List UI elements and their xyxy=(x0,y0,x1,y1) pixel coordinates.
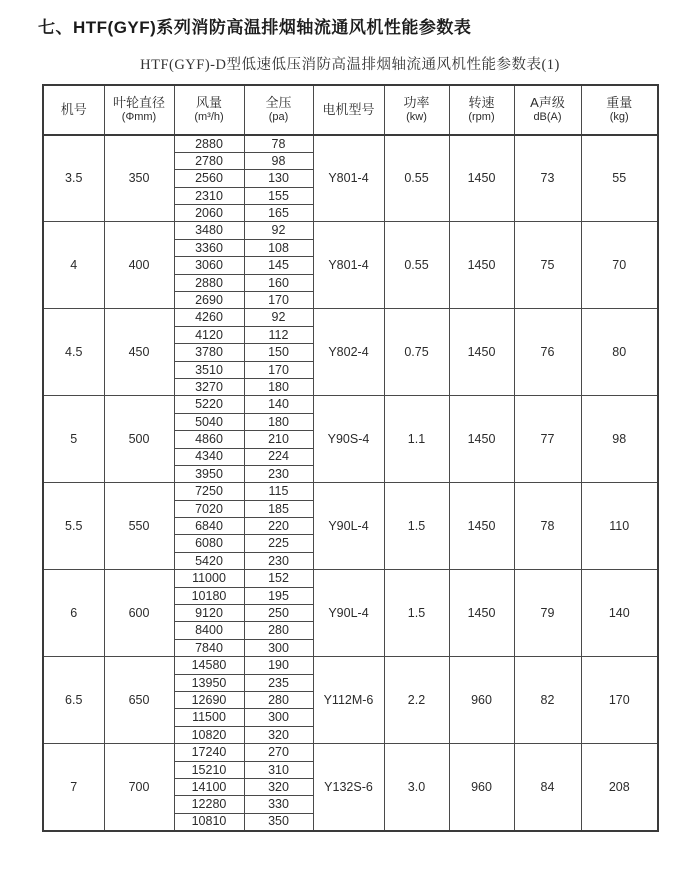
header-unit: (rpm) xyxy=(468,111,495,124)
column-header-noise-level xyxy=(514,85,581,135)
cell-total-pressure: 92 xyxy=(244,309,313,326)
cell-speed: 1450 xyxy=(449,222,514,309)
cell-impeller-diameter: 450 xyxy=(104,309,174,396)
cell-air-volume: 2560 xyxy=(174,170,244,187)
cell-air-volume: 13950 xyxy=(174,674,244,691)
table-row xyxy=(43,483,658,500)
cell-air-volume: 5420 xyxy=(174,552,244,569)
cell-speed: 1450 xyxy=(449,135,514,222)
header-label: 叶轮直径 xyxy=(112,95,165,110)
cell-air-volume: 4860 xyxy=(174,431,244,448)
cell-total-pressure: 152 xyxy=(244,570,313,587)
column-header-impeller-diameter xyxy=(104,85,174,135)
cell-power: 1.1 xyxy=(384,396,449,483)
cell-air-volume: 15210 xyxy=(174,761,244,778)
column-header-weight xyxy=(581,85,658,135)
table-row xyxy=(43,222,658,239)
table-subtitle: HTF(GYF)-D型低速低压消防高温排烟轴流通风机性能参数表(1) xyxy=(140,57,560,73)
cell-total-pressure: 108 xyxy=(244,239,313,256)
cell-motor-model: Y801-4 xyxy=(313,135,384,222)
cell-power: 0.55 xyxy=(384,222,449,309)
cell-air-volume: 17240 xyxy=(174,744,244,761)
header-label: 功率 xyxy=(403,95,430,110)
cell-motor-model: Y132S-6 xyxy=(313,744,384,831)
cell-power: 1.5 xyxy=(384,570,449,657)
cell-weight: 208 xyxy=(581,744,658,831)
cell-total-pressure: 165 xyxy=(244,205,313,222)
cell-air-volume: 6840 xyxy=(174,518,244,535)
cell-air-volume: 12280 xyxy=(174,796,244,813)
cell-air-volume: 7250 xyxy=(174,483,244,500)
cell-impeller-diameter: 500 xyxy=(104,396,174,483)
cell-air-volume: 10820 xyxy=(174,726,244,743)
cell-total-pressure: 225 xyxy=(244,535,313,552)
cell-total-pressure: 170 xyxy=(244,292,313,309)
cell-air-volume: 3060 xyxy=(174,257,244,274)
cell-total-pressure: 300 xyxy=(244,639,313,656)
cell-air-volume: 2060 xyxy=(174,205,244,222)
cell-air-volume: 4120 xyxy=(174,326,244,343)
cell-total-pressure: 300 xyxy=(244,709,313,726)
cell-motor-model: Y801-4 xyxy=(313,222,384,309)
cell-total-pressure: 112 xyxy=(244,326,313,343)
cell-total-pressure: 155 xyxy=(244,187,313,204)
header-label: 机号 xyxy=(60,101,87,117)
cell-machine-no: 6.5 xyxy=(43,657,104,744)
header-label: 风量 xyxy=(195,95,222,110)
cell-noise-level: 82 xyxy=(514,657,581,744)
header-unit: dB(A) xyxy=(533,111,562,124)
header-row xyxy=(43,85,658,135)
cell-machine-no: 4 xyxy=(43,222,104,309)
cell-power: 3.0 xyxy=(384,744,449,831)
cell-total-pressure: 150 xyxy=(244,344,313,361)
header-label: 重量 xyxy=(606,95,633,110)
cell-total-pressure: 350 xyxy=(244,813,313,830)
cell-speed: 960 xyxy=(449,744,514,831)
cell-weight: 80 xyxy=(581,309,658,396)
cell-power: 0.55 xyxy=(384,135,449,222)
cell-air-volume: 14100 xyxy=(174,778,244,795)
cell-speed: 960 xyxy=(449,657,514,744)
cell-machine-no: 3.5 xyxy=(43,135,104,222)
cell-air-volume: 11000 xyxy=(174,570,244,587)
table-row xyxy=(43,396,658,413)
cell-total-pressure: 145 xyxy=(244,257,313,274)
cell-total-pressure: 180 xyxy=(244,413,313,430)
column-header-motor-model xyxy=(313,85,384,135)
cell-machine-no: 6 xyxy=(43,570,104,657)
cell-air-volume: 9120 xyxy=(174,605,244,622)
cell-air-volume: 3510 xyxy=(174,361,244,378)
cell-impeller-diameter: 550 xyxy=(104,483,174,570)
cell-air-volume: 2880 xyxy=(174,274,244,291)
cell-noise-level: 77 xyxy=(514,396,581,483)
cell-motor-model: Y90S-4 xyxy=(313,396,384,483)
cell-air-volume: 3360 xyxy=(174,239,244,256)
cell-noise-level: 73 xyxy=(514,135,581,222)
cell-air-volume: 8400 xyxy=(174,622,244,639)
table-row xyxy=(43,657,658,674)
cell-total-pressure: 98 xyxy=(244,152,313,169)
cell-noise-level: 78 xyxy=(514,483,581,570)
cell-total-pressure: 78 xyxy=(244,135,313,152)
column-header-machine-no xyxy=(43,85,104,135)
header-label: A声级 xyxy=(530,95,565,110)
cell-total-pressure: 115 xyxy=(244,483,313,500)
cell-air-volume: 2780 xyxy=(174,152,244,169)
cell-impeller-diameter: 600 xyxy=(104,570,174,657)
cell-air-volume: 5220 xyxy=(174,396,244,413)
cell-total-pressure: 185 xyxy=(244,500,313,517)
cell-weight: 170 xyxy=(581,657,658,744)
cell-total-pressure: 195 xyxy=(244,587,313,604)
cell-impeller-diameter: 650 xyxy=(104,657,174,744)
cell-power: 0.75 xyxy=(384,309,449,396)
cell-weight: 140 xyxy=(581,570,658,657)
cell-noise-level: 79 xyxy=(514,570,581,657)
cell-machine-no: 4.5 xyxy=(43,309,104,396)
cell-total-pressure: 160 xyxy=(244,274,313,291)
cell-motor-model: Y802-4 xyxy=(313,309,384,396)
cell-air-volume: 5040 xyxy=(174,413,244,430)
cell-speed: 1450 xyxy=(449,483,514,570)
cell-impeller-diameter: 700 xyxy=(104,744,174,831)
cell-total-pressure: 210 xyxy=(244,431,313,448)
cell-total-pressure: 130 xyxy=(244,170,313,187)
cell-air-volume: 6080 xyxy=(174,535,244,552)
cell-total-pressure: 280 xyxy=(244,622,313,639)
cell-noise-level: 75 xyxy=(514,222,581,309)
cell-total-pressure: 180 xyxy=(244,378,313,395)
column-header-power xyxy=(384,85,449,135)
cell-total-pressure: 170 xyxy=(244,361,313,378)
cell-air-volume: 10810 xyxy=(174,813,244,830)
cell-noise-level: 76 xyxy=(514,309,581,396)
table-row xyxy=(43,309,658,326)
cell-weight: 98 xyxy=(581,396,658,483)
cell-air-volume: 3480 xyxy=(174,222,244,239)
header-label: 转速 xyxy=(468,95,495,110)
cell-impeller-diameter: 400 xyxy=(104,222,174,309)
cell-air-volume: 12690 xyxy=(174,692,244,709)
cell-air-volume: 4260 xyxy=(174,309,244,326)
cell-total-pressure: 92 xyxy=(244,222,313,239)
cell-noise-level: 84 xyxy=(514,744,581,831)
cell-total-pressure: 230 xyxy=(244,465,313,482)
cell-machine-no: 7 xyxy=(43,744,104,831)
header-unit: (kw) xyxy=(406,111,427,124)
fan-performance-table xyxy=(42,84,659,832)
header-unit: (m³/h) xyxy=(194,111,224,124)
cell-air-volume: 7020 xyxy=(174,500,244,517)
cell-impeller-diameter: 350 xyxy=(104,135,174,222)
cell-total-pressure: 235 xyxy=(244,674,313,691)
cell-machine-no: 5 xyxy=(43,396,104,483)
cell-total-pressure: 270 xyxy=(244,744,313,761)
cell-total-pressure: 190 xyxy=(244,657,313,674)
cell-total-pressure: 230 xyxy=(244,552,313,569)
table-header xyxy=(43,85,658,135)
cell-weight: 110 xyxy=(581,483,658,570)
cell-total-pressure: 320 xyxy=(244,726,313,743)
cell-speed: 1450 xyxy=(449,570,514,657)
cell-total-pressure: 220 xyxy=(244,518,313,535)
cell-air-volume: 3950 xyxy=(174,465,244,482)
cell-power: 1.5 xyxy=(384,483,449,570)
header-unit: (Φmm) xyxy=(121,111,157,124)
cell-air-volume: 11500 xyxy=(174,709,244,726)
table-row xyxy=(43,744,658,761)
table-row xyxy=(43,135,658,152)
header-label: 电机型号 xyxy=(322,101,375,117)
cell-machine-no: 5.5 xyxy=(43,483,104,570)
cell-speed: 1450 xyxy=(449,396,514,483)
cell-total-pressure: 250 xyxy=(244,605,313,622)
cell-motor-model: Y112M-6 xyxy=(313,657,384,744)
table-body xyxy=(43,135,658,831)
cell-air-volume: 4340 xyxy=(174,448,244,465)
cell-motor-model: Y90L-4 xyxy=(313,483,384,570)
cell-total-pressure: 224 xyxy=(244,448,313,465)
cell-air-volume: 3270 xyxy=(174,378,244,395)
cell-total-pressure: 280 xyxy=(244,692,313,709)
column-header-speed xyxy=(449,85,514,135)
cell-air-volume: 2690 xyxy=(174,292,244,309)
column-header-total-pressure xyxy=(244,85,313,135)
cell-total-pressure: 310 xyxy=(244,761,313,778)
header-label: 全压 xyxy=(265,95,292,110)
cell-air-volume: 7840 xyxy=(174,639,244,656)
cell-speed: 1450 xyxy=(449,309,514,396)
cell-air-volume: 3780 xyxy=(174,344,244,361)
cell-weight: 55 xyxy=(581,135,658,222)
header-unit: (kg) xyxy=(609,111,629,124)
column-header-air-volume xyxy=(174,85,244,135)
header-unit: (pa) xyxy=(268,111,289,124)
cell-total-pressure: 140 xyxy=(244,396,313,413)
table-row xyxy=(43,570,658,587)
cell-power: 2.2 xyxy=(384,657,449,744)
cell-motor-model: Y90L-4 xyxy=(313,570,384,657)
cell-air-volume: 10180 xyxy=(174,587,244,604)
cell-total-pressure: 320 xyxy=(244,778,313,795)
page-title: 七、HTF(GYF)系列消防高温排烟轴流通风机性能参数表 xyxy=(38,18,472,37)
cell-air-volume: 2880 xyxy=(174,135,244,152)
cell-air-volume: 14580 xyxy=(174,657,244,674)
document-page xyxy=(0,13,700,890)
cell-air-volume: 2310 xyxy=(174,187,244,204)
cell-weight: 70 xyxy=(581,222,658,309)
cell-total-pressure: 330 xyxy=(244,796,313,813)
